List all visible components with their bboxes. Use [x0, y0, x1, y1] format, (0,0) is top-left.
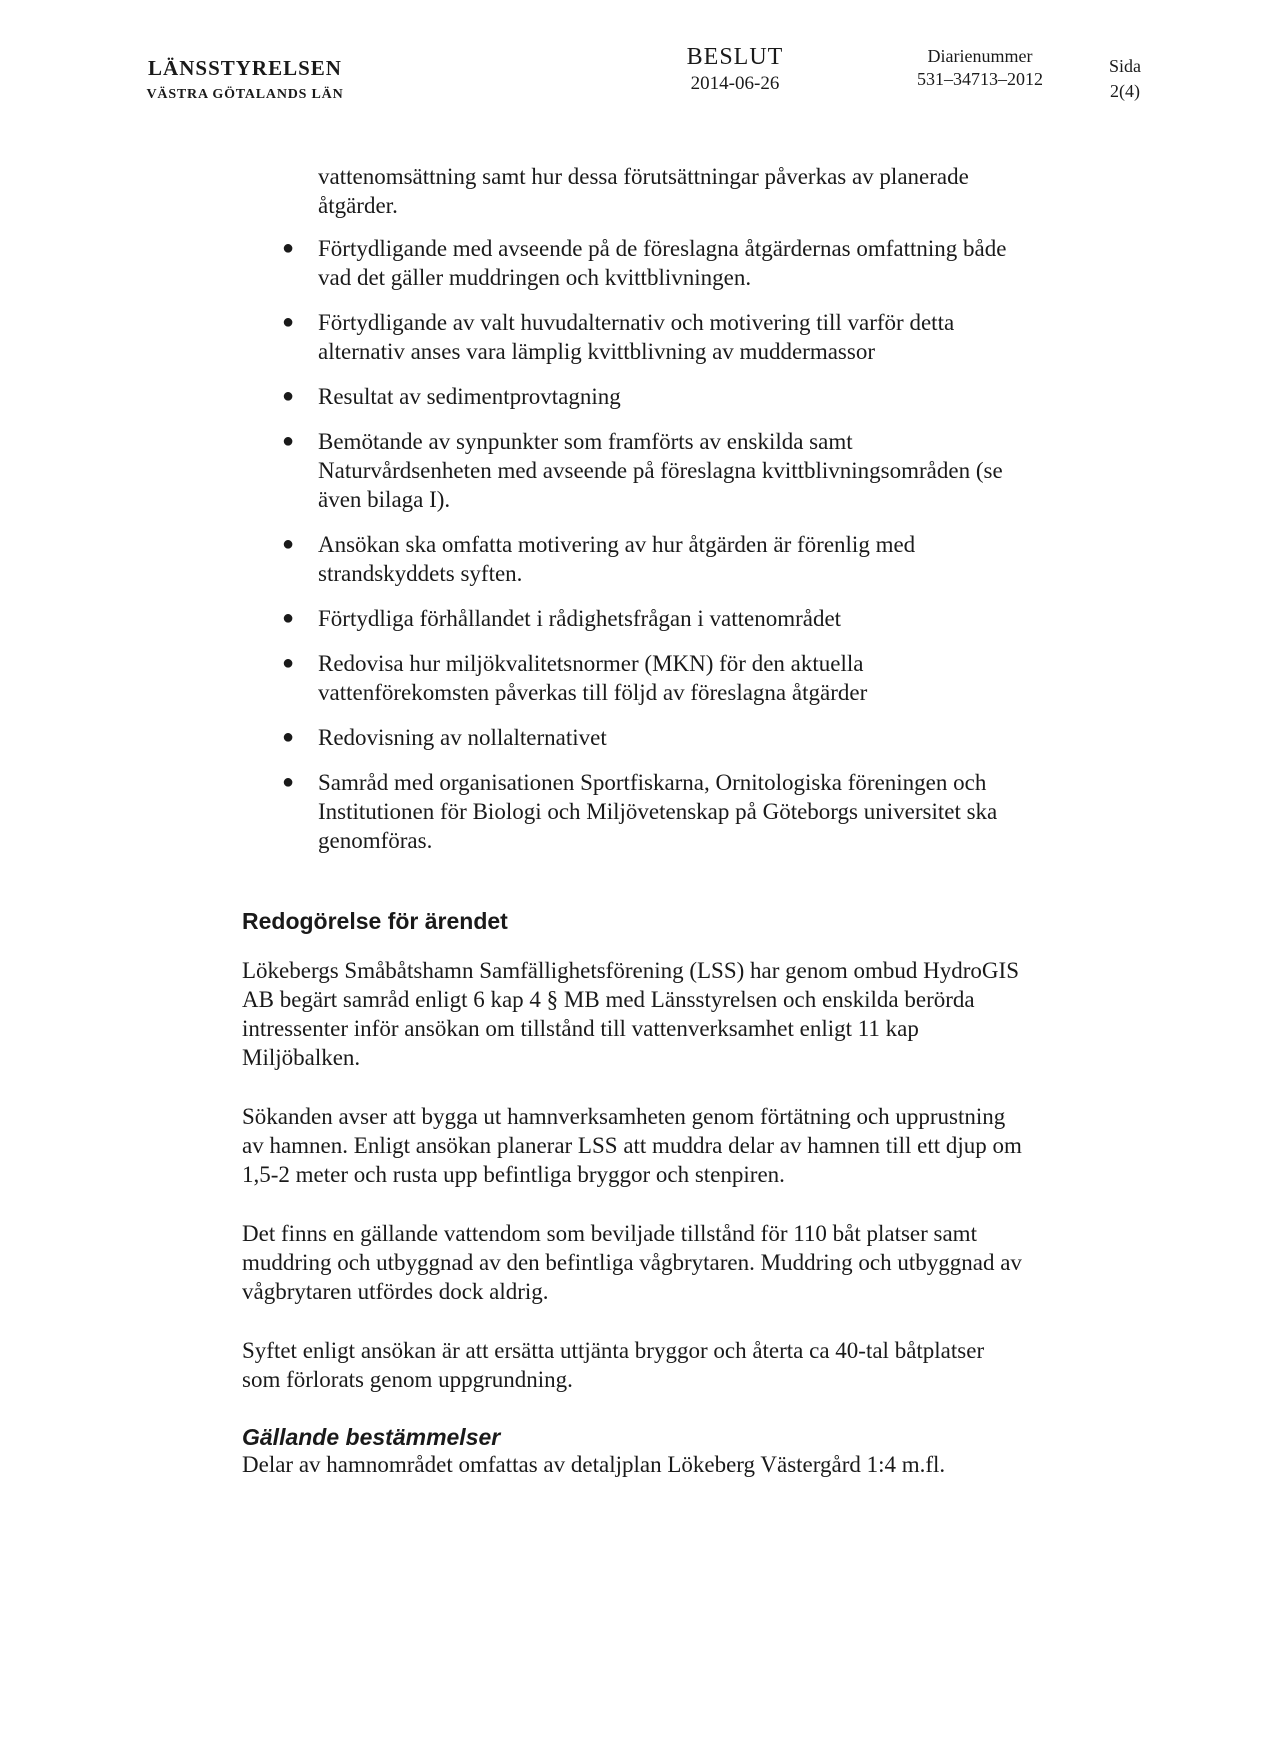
paragraph: Det finns en gällande vattendom som beviljade tillstånd för 110 båt platser samt muddring och utbyggnad av den befintliga vågbrytaren. Muddring och utbyggnad av vågbrytaren utfördes dock aldrig. — [242, 1221, 1022, 1304]
list-item — [242, 382, 1022, 411]
list-item-text: Redovisa hur miljökvalitetsnormer (MKN) för den aktuella vattenförekomsten påverkas till följd av föreslagna åtgärder — [318, 651, 868, 705]
authority-block — [100, 56, 390, 103]
list-item-text: Förtydligande av valt huvudalternativ och motivering till varför detta alternativ anses vara lämplig kvittblivning av muddermassor — [318, 310, 955, 364]
bullet-icon: ● — [282, 430, 295, 452]
subsection-heading: Gällande bestämmelser — [242, 1424, 501, 1450]
page-indicator — [1090, 56, 1160, 102]
subsection-text: Delar av hamnområdet omfattas av detaljplan Lökeberg Västergård 1:4 m.fl. — [242, 1452, 946, 1477]
case-number-block — [880, 46, 1080, 90]
bullet-icon: ● — [282, 652, 295, 674]
authority-region: VÄSTRA GÖTALANDS LÄN — [146, 87, 344, 102]
requirements-list — [242, 234, 1022, 855]
bullet-icon: ● — [282, 311, 295, 333]
list-item-text: Resultat av sedimentprovtagning — [318, 384, 621, 409]
paragraph: Lökebergs Småbåtshamn Samfällighetsförening (LSS) har genom ombud HydroGIS AB begärt samråd enligt 6 kap 4 § MB med Länsstyrelsen och enskilda berörda intressenter inför ansökan om tillstånd till vattenverksamhet enligt 11 kap Miljöbalken. — [242, 958, 1019, 1070]
authority-name: LÄNSSTYRELSEN — [148, 56, 342, 80]
list-item-text: Samråd med organisationen Sportfiskarna, Ornitologiska föreningen och Institutionen för Biologi och Miljövetenskap på Göteborgs universitet ska genomföras. — [318, 770, 998, 853]
document-type-block — [660, 44, 810, 95]
list-item-text: Ansökan ska omfatta motivering av hur åtgärden är förenlig med strandskyddets syften. — [318, 532, 916, 586]
list-item — [242, 530, 1022, 588]
document-body — [242, 162, 1022, 1479]
case-number: 531–34713–2012 — [917, 69, 1043, 89]
list-item-text: Redovisning av nollalternativet — [318, 725, 607, 750]
section-heading: Redogörelse för ärendet — [242, 908, 508, 934]
page-number: 2(4) — [1110, 81, 1140, 101]
list-item — [242, 427, 1022, 514]
bullet-icon: ● — [282, 726, 295, 748]
bullet-icon: ● — [282, 385, 295, 407]
bullet-icon: ● — [282, 771, 295, 793]
page-label: Sida — [1108, 56, 1141, 76]
case-number-label: Diarienummer — [927, 46, 1033, 66]
list-item — [242, 768, 1022, 855]
bullet-icon: ● — [282, 237, 295, 259]
list-item — [242, 308, 1022, 366]
document-type: BESLUT — [686, 44, 784, 70]
continued-text: vattenomsättning samt hur dessa förutsättningar påverkas av planerade åtgärder. — [318, 164, 969, 218]
paragraph: Syftet enligt ansökan är att ersätta uttjänta bryggor och återta ca 40-tal båtplatser som förlorats genom uppgrundning. — [242, 1338, 985, 1392]
list-item-text: Förtydligande med avseende på de föreslagna åtgärdernas omfattning både vad det gäller muddringen och kvittblivningen. — [318, 236, 1007, 290]
paragraph: Sökanden avser att bygga ut hamnverksamheten genom förtätning och upprustning av hamnen. Enligt ansökan planerar LSS att muddra delar av hamnen till ett djup om 1,5-2 meter och rusta upp befintliga bryggor och stenpiren. — [242, 1104, 1022, 1187]
bullet-icon: ● — [282, 533, 295, 555]
document-date: 2014-06-26 — [690, 73, 780, 94]
list-item-text: Förtydliga förhållandet i rådighetsfrågan i vattenområdet — [318, 606, 842, 631]
list-item — [242, 649, 1022, 707]
list-item-text: Bemötande av synpunkter som framförts av enskilda samt Naturvårdsenheten med avseende på föreslagna kvittblivningsområden (se även bilaga I). — [318, 429, 1003, 512]
list-item — [242, 604, 1022, 633]
list-item — [242, 234, 1022, 292]
list-item — [242, 723, 1022, 752]
bullet-icon: ● — [282, 607, 295, 629]
